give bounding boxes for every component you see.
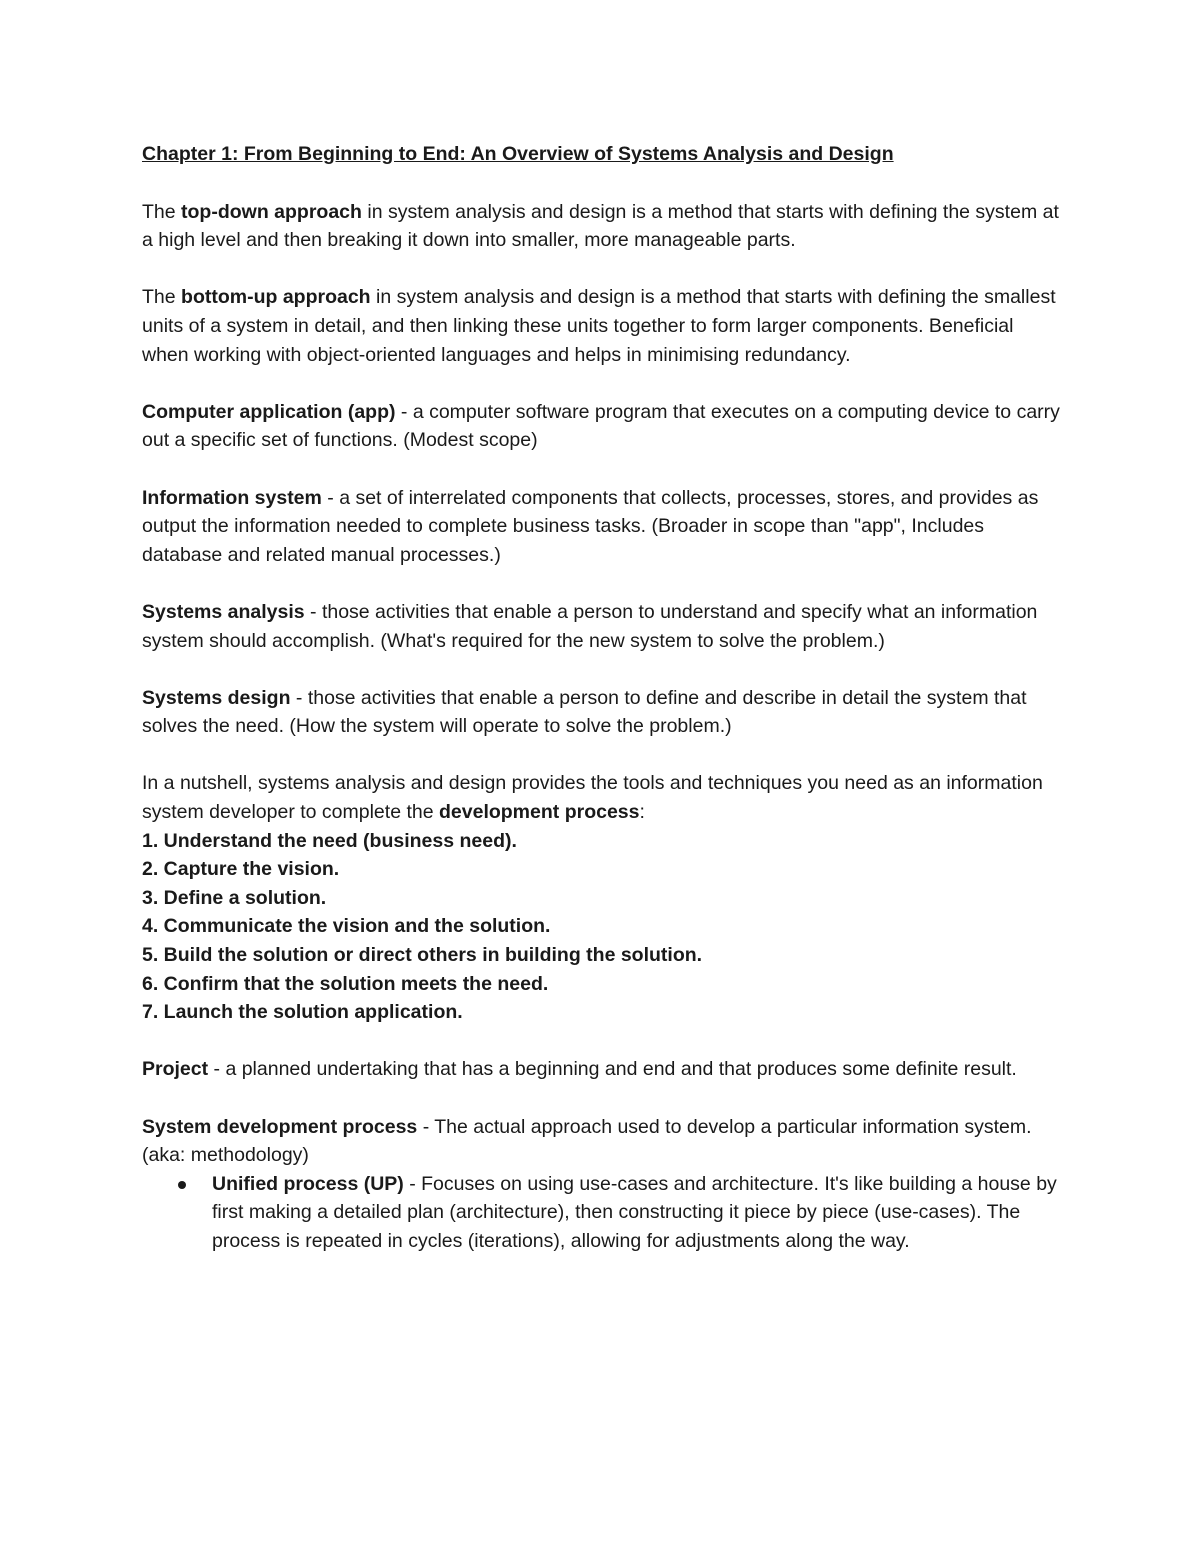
information-system-definition bbox=[142, 484, 1062, 570]
information-system-text: - a set of interrelated components that collects, processes, stores, and provides as output the information needed to complete business tasks. (Broader in scope than "app", Includes database and related manual processes.) bbox=[142, 486, 1039, 566]
document-page bbox=[142, 140, 1062, 1256]
methodology-bullet-list bbox=[142, 1170, 1062, 1256]
development-steps-list bbox=[142, 827, 1062, 1027]
systems-design-definition bbox=[142, 684, 1062, 741]
bullet-dot-icon bbox=[178, 1181, 186, 1189]
sdp-text: - The actual approach used to develop a particular information system. (aka: methodology) bbox=[142, 1115, 1032, 1167]
bottom-up-text: in system analysis and design is a method that starts with defining the smallest units of a system in detail, and then linking these units together to form larger components. Beneficial when working with object-oriented languages and helps in minimising redundancy. bbox=[142, 286, 1056, 366]
top-down-term: top-down approach bbox=[181, 200, 362, 223]
app-definition bbox=[142, 398, 1062, 455]
step-item: 5. Build the solution or direct others in building the solution. bbox=[142, 944, 703, 967]
bullet-item-unified-process bbox=[212, 1170, 1062, 1256]
unified-process-term: Unified process (UP) bbox=[212, 1172, 404, 1195]
unified-process-text: - Focuses on using use-cases and architecture. It's like building a house by first making a detailed plan (architecture), then constructing it piece by piece (use-cases). The process is repeated in cycles (iterations), allowing for adjustments along the way. bbox=[212, 1172, 1057, 1252]
nutshell-post: : bbox=[639, 801, 645, 824]
step-item: 1. Understand the need (business need). bbox=[142, 829, 517, 852]
systems-analysis-term: Systems analysis bbox=[142, 600, 305, 623]
step-item: 4. Communicate the vision and the solution. bbox=[142, 915, 551, 938]
step-item: 6. Confirm that the solution meets the need. bbox=[142, 972, 549, 995]
step-item: 2. Capture the vision. bbox=[142, 858, 340, 881]
chapter-title: Chapter 1: From Beginning to End: An Overview of Systems Analysis and Design bbox=[142, 143, 894, 165]
nutshell-paragraph bbox=[142, 769, 1062, 826]
systems-design-term: Systems design bbox=[142, 686, 291, 709]
top-down-paragraph bbox=[142, 198, 1062, 255]
step-item: 7. Launch the solution application. bbox=[142, 1001, 463, 1024]
app-term: Computer application (app) bbox=[142, 400, 396, 423]
project-text: - a planned undertaking that has a beginning and end and that produces some definite result. bbox=[208, 1058, 1017, 1081]
top-down-pre: The bbox=[142, 200, 182, 223]
nutshell-term: development process bbox=[439, 801, 640, 824]
sdp-definition bbox=[142, 1113, 1062, 1170]
nutshell-pre: In a nutshell, systems analysis and design provides the tools and techniques you need as an information system developer to complete the bbox=[142, 772, 1043, 824]
information-system-term: Information system bbox=[142, 486, 322, 509]
app-text: - a computer software program that executes on a computing device to carry out a specific set of functions. (Modest scope) bbox=[142, 400, 1060, 452]
systems-design-text: - those activities that enable a person to define and describe in detail the system that solves the need. (How the system will operate to solve the problem.) bbox=[142, 686, 1027, 738]
sdp-term: System development process bbox=[142, 1115, 418, 1138]
top-down-text: in system analysis and design is a method that starts with defining the system at a high level and then breaking it down into smaller, more manageable parts. bbox=[142, 200, 1059, 252]
project-definition bbox=[142, 1055, 1062, 1084]
systems-analysis-text: - those activities that enable a person to understand and specify what an information system should accomplish. (What's required for the new system to solve the problem.) bbox=[142, 600, 1038, 652]
bottom-up-pre: The bbox=[142, 286, 182, 309]
step-item: 3. Define a solution. bbox=[142, 886, 327, 909]
systems-analysis-definition bbox=[142, 598, 1062, 655]
bottom-up-paragraph bbox=[142, 283, 1062, 369]
project-term: Project bbox=[142, 1058, 209, 1081]
bottom-up-term: bottom-up approach bbox=[181, 286, 371, 309]
